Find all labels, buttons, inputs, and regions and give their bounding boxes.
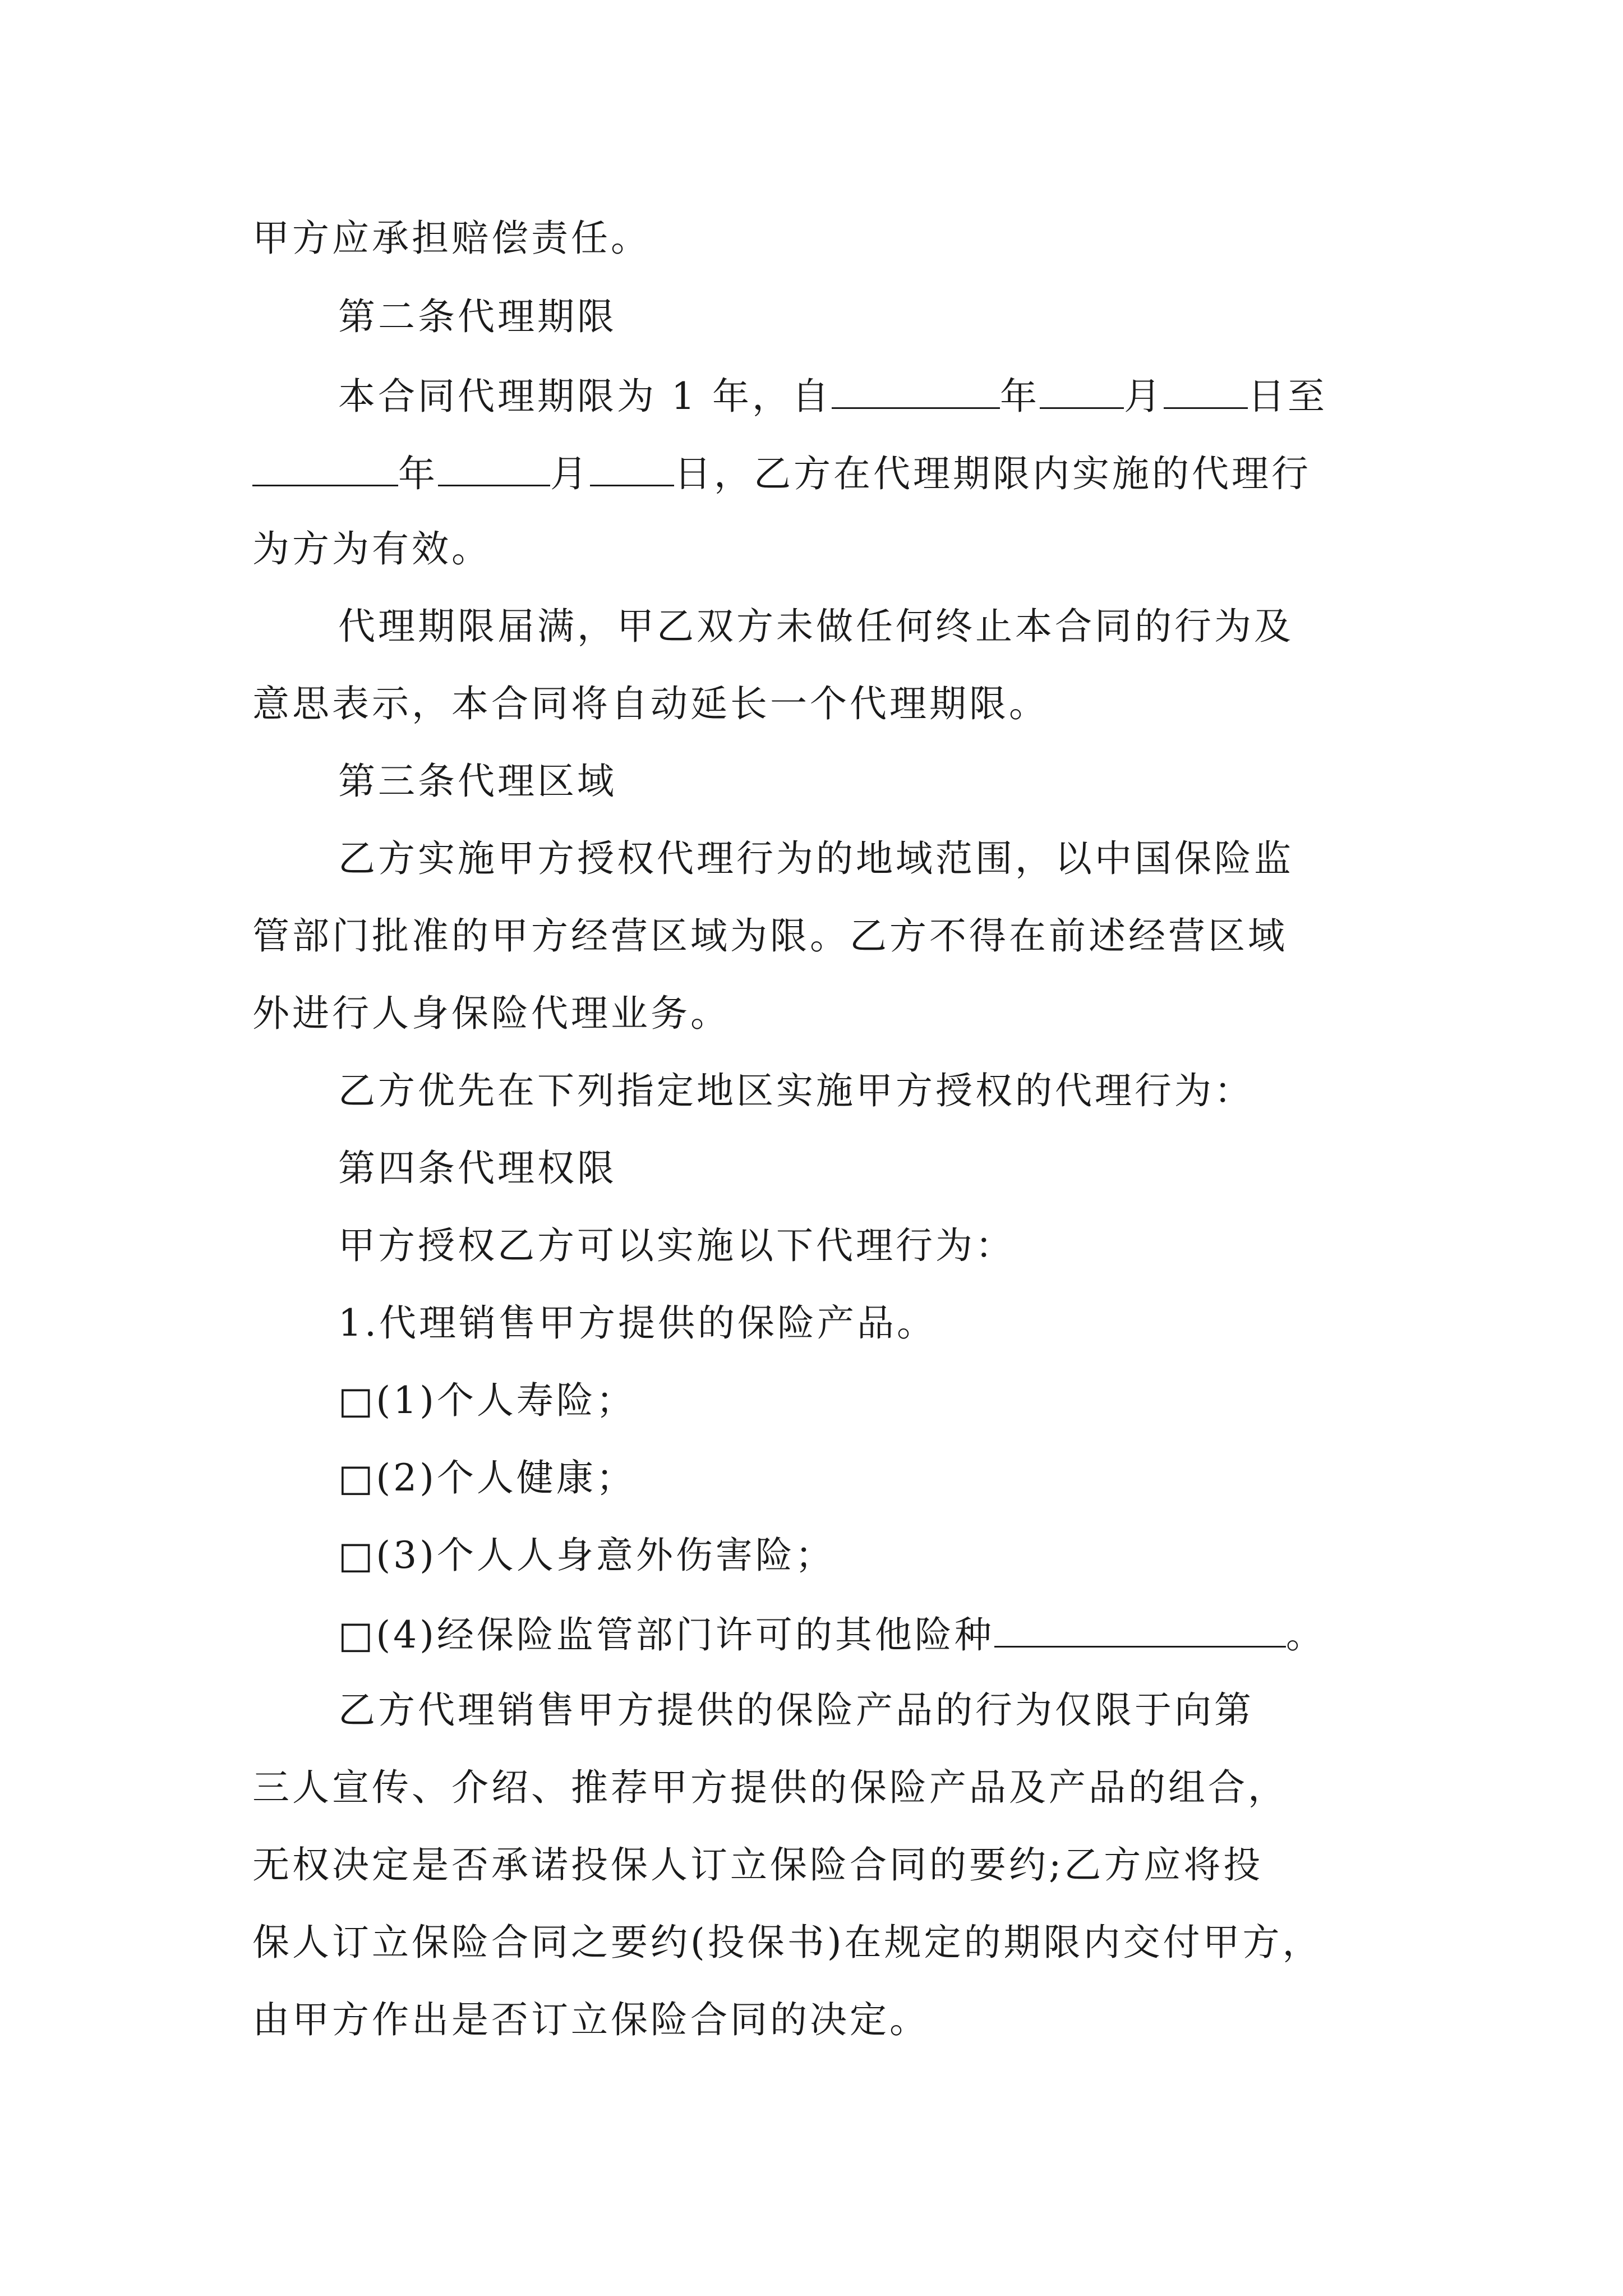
text-line bbox=[338, 1688, 1254, 1732]
heading-text: 第四条代理权限 bbox=[338, 1147, 617, 1190]
line-text: □(2)个人健康； bbox=[338, 1456, 636, 1499]
line-text: 乙方代理销售甲方提供的保险产品的行为仅限于向第 bbox=[338, 1688, 1254, 1732]
line-text: □(1)个人寿险； bbox=[338, 1379, 636, 1422]
checkbox-item bbox=[338, 1613, 1326, 1657]
line-text: 乙方优先在下列指定地区实施甲方授权的代理行为： bbox=[338, 1069, 1254, 1112]
line-text: 。 bbox=[1285, 1613, 1326, 1657]
line-text: 由甲方作出是否订立保险合同的决定。 bbox=[252, 1998, 929, 2041]
section-heading-article-3 bbox=[338, 760, 617, 803]
fill-blank-end-day bbox=[590, 453, 674, 486]
checkbox-item bbox=[338, 1456, 636, 1499]
line-text: 管部门批准的甲方经营区域为限。乙方不得在前述经营区域 bbox=[252, 914, 1288, 958]
line-text: 日至 bbox=[1247, 375, 1327, 418]
text-line bbox=[252, 453, 1311, 493]
line-text: 月 bbox=[550, 452, 590, 495]
fill-blank-start-month bbox=[1040, 376, 1124, 409]
fill-blank-start-year bbox=[832, 376, 1000, 409]
text-line bbox=[252, 914, 1288, 958]
fill-blank-end-month bbox=[438, 453, 550, 486]
line-text: 外进行人身保险代理业务。 bbox=[252, 992, 730, 1035]
line-text: 甲方应承担赔偿责任。 bbox=[252, 217, 651, 260]
line-text: 月 bbox=[1123, 375, 1164, 418]
checkbox-item bbox=[338, 1534, 835, 1577]
heading-text: 第三条代理区域 bbox=[338, 760, 617, 803]
heading-text: 第二条代理期限 bbox=[338, 295, 617, 338]
fill-blank-start-day bbox=[1164, 376, 1248, 409]
text-line bbox=[338, 1069, 1254, 1112]
text-line bbox=[252, 527, 491, 570]
text-line bbox=[252, 1843, 1264, 1887]
line-text: 日，乙方在代理期限内实施的代理行 bbox=[674, 452, 1311, 495]
line-text: 年 bbox=[999, 375, 1040, 418]
text-line bbox=[252, 1921, 1322, 1964]
line-text: 甲方授权乙方可以实施以下代理行为： bbox=[338, 1224, 1015, 1267]
line-text: 本合同代理期限为 1 年，自 bbox=[338, 375, 832, 418]
list-item bbox=[338, 1301, 937, 1345]
text-line bbox=[338, 605, 1294, 648]
text-line bbox=[252, 217, 651, 260]
text-line bbox=[252, 992, 730, 1035]
line-text: 1.代理销售甲方提供的保险产品。 bbox=[338, 1301, 937, 1345]
text-line bbox=[252, 682, 1049, 725]
section-heading-article-2 bbox=[338, 295, 617, 338]
line-text: 乙方实施甲方授权代理行为的地域范围，以中国保险监 bbox=[338, 837, 1294, 880]
text-line bbox=[338, 375, 1327, 418]
line-text: 年 bbox=[398, 452, 438, 495]
text-line bbox=[252, 1998, 929, 2041]
section-heading-article-4 bbox=[338, 1147, 617, 1190]
line-text: 代理期限届满，甲乙双方未做任何终止本合同的行为及 bbox=[338, 605, 1294, 648]
fill-blank-end-year bbox=[252, 453, 398, 486]
line-text: 三人宣传、介绍、推荐甲方提供的保险产品及产品的组合， bbox=[252, 1766, 1288, 1809]
checkbox-item bbox=[338, 1379, 636, 1422]
line-text: 为方为有效。 bbox=[252, 527, 491, 570]
fill-blank-other-insurance bbox=[994, 1614, 1286, 1648]
line-text: 无权决定是否承诺投保人订立保险合同的要约;乙方应将投 bbox=[252, 1843, 1264, 1887]
line-text: 意思表示，本合同将自动延长一个代理期限。 bbox=[252, 682, 1049, 725]
text-line bbox=[338, 837, 1294, 880]
line-text: □(4)经保险监管部门许可的其他险种 bbox=[338, 1613, 994, 1657]
line-text: 保人订立保险合同之要约(投保书)在规定的期限内交付甲方， bbox=[252, 1921, 1322, 1964]
text-line bbox=[252, 1766, 1288, 1809]
text-line bbox=[338, 1224, 1015, 1267]
line-text: □(3)个人人身意外伤害险； bbox=[338, 1534, 835, 1577]
